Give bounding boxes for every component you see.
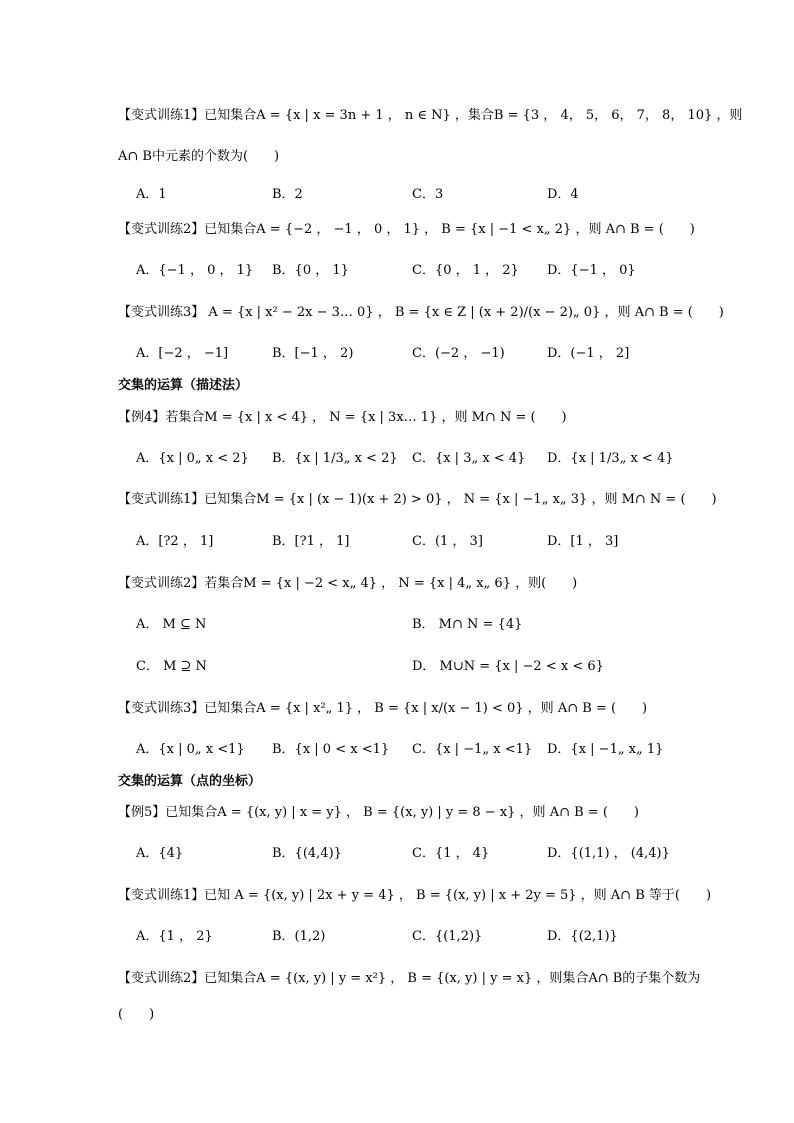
problem-8-stem-cont: ( )	[118, 1007, 155, 1022]
problem-5-stem: 【变式训练2】若集合M = {x | −2 < x„ 4} ， N = {x | 4„ x„ 6} ，则( )	[118, 576, 578, 591]
example-5-option-b: B．{(4,4)}	[272, 846, 342, 861]
example-4-option-d: D．{x | 1/3„ x < 4}	[547, 451, 674, 466]
problem-6-stem: 【变式训练3】已知集合A = {x | x²„ 1} ， B = {x | x/(x − 1) < 0} ，则 A∩ B = ( )	[118, 701, 648, 716]
problem-6-option-b: B．{x | 0 < x <1}	[272, 742, 390, 757]
problem-2-stem: 【变式训练2】已知集合A = {−2 ， −1 ， 0 ， 1} ， B = {x | −1 < x„ 2} ，则 A∩ B = ( )	[118, 222, 695, 237]
example-5-option-c: C．{1 ， 4}	[412, 846, 490, 861]
problem-4-stem: 【变式训练1】已知集合M = {x | (x − 1)(x + 2) > 0} ， N = {x | −1„ x„ 3} ，则 M∩ N = ( )	[118, 492, 717, 507]
problem-1-stem-cont: A∩ B中元素的个数为( )	[118, 149, 280, 164]
problem-4-option-d: D．[1 ， 3]	[547, 534, 619, 549]
example-4-stem: 【例4】若集合M = {x | x < 4} ， N = {x | 3x… 1} ，则 M∩ N = ( )	[118, 410, 567, 425]
problem-7-option-d: D．{(2,1)}	[547, 929, 618, 944]
problem-1-stem: 【变式训练1】已知集合A = {x | x = 3n + 1 ， n ∈ N} ，集合B = {3 ， 4， 5， 6， 7， 8， 10} ，则	[118, 108, 743, 123]
problem-5-option-c: C． M ⊇ N	[136, 659, 207, 674]
example-4-option-c: C．{x | 3„ x < 4}	[412, 451, 526, 466]
problem-1-option-a: A．1	[136, 187, 167, 202]
example-4-option-b: B．{x | 1/3„ x < 2}	[272, 451, 398, 466]
example-5-stem: 【例5】已知集合A = {(x, y) | x = y} ， B = {(x, y) | y = 8 − x} ，则 A∩ B = ( )	[118, 805, 639, 820]
example-4-option-a: A．{x | 0„ x < 2}	[136, 451, 249, 466]
problem-1-option-c: C．3	[412, 187, 444, 202]
problem-2-option-b: B．{0 ， 1}	[272, 263, 349, 278]
problem-6-option-a: A．{x | 0„ x <1}	[136, 742, 245, 757]
problem-5-option-b: B． M∩ N = {4}	[412, 617, 523, 632]
problem-6-option-c: C．{x | −1„ x <1}	[412, 742, 533, 757]
problem-8-stem: 【变式训练2】已知集合A = {(x, y) | y = x²} ， B = {(x, y) | y = x} ，则集合A∩ B的子集个数为	[118, 971, 701, 986]
problem-4-option-c: C．(1 ， 3]	[412, 534, 483, 549]
example-5-option-a: A．{4}	[136, 846, 184, 861]
problem-2-option-c: C．{0 ， 1 ， 2}	[412, 263, 519, 278]
problem-3-option-a: A．[−2 ， −1]	[136, 346, 229, 361]
problem-3-option-c: C．(−2 ， −1)	[412, 346, 505, 361]
problem-6-option-d: D．{x | −1„ x„ 1}	[547, 742, 664, 757]
problem-1-option-b: B．2	[272, 187, 303, 202]
problem-7-option-a: A．{1 ， 2}	[136, 929, 213, 944]
problem-3-option-b: B．[−1 ， 2)	[272, 346, 354, 361]
problem-1-option-d: D．4	[547, 187, 579, 202]
problem-3-option-d: D．(−1 ， 2]	[547, 346, 630, 361]
problem-5-option-d: D． M∪N = {x | −2 < x < 6}	[412, 659, 604, 674]
problem-7-option-c: C．{(1,2)}	[412, 929, 483, 944]
problem-4-option-b: B．[?1 ， 1]	[272, 534, 350, 549]
section-heading-coordinates: 交集的运算（点的坐标）	[118, 774, 262, 789]
problem-5-option-a: A． M ⊆ N	[136, 617, 207, 632]
problem-7-stem: 【变式训练1】已知 A = {(x, y) | 2x + y = 4} ， B = {(x, y) | x + 2y = 5} ，则 A∩ B 等于( )	[118, 888, 712, 903]
problem-2-option-d: D．{−1 ， 0}	[547, 263, 636, 278]
problem-2-option-a: A．{−1 ， 0 ， 1}	[136, 263, 254, 278]
problem-4-option-a: A．[?2 ， 1]	[136, 534, 214, 549]
section-heading-description: 交集的运算（描述法）	[118, 378, 249, 393]
problem-7-option-b: B．(1,2)	[272, 929, 326, 944]
problem-3-stem: 【变式训练3】 A = {x | x² − 2x − 3… 0} ， B = {x ∈ Z | (x + 2)/(x − 2)„ 0} ，则 A∩ B = ( )	[118, 305, 724, 320]
example-5-option-d: D．{(1,1) ， (4,4)}	[547, 846, 670, 861]
